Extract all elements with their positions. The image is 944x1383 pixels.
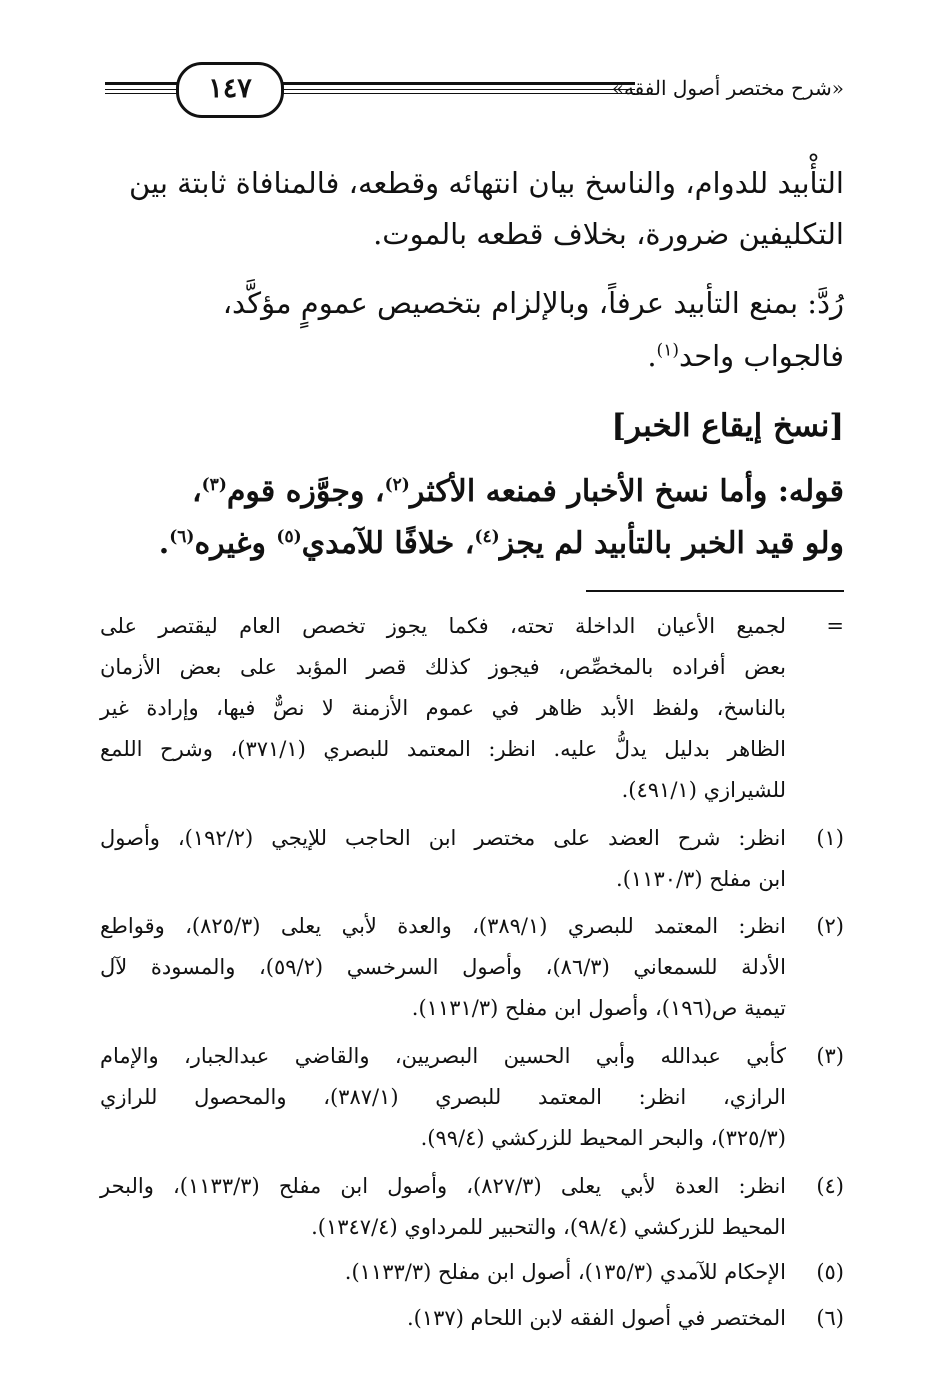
footnote-separator bbox=[586, 590, 844, 592]
footnote-marker: (١) bbox=[816, 826, 844, 850]
quote-text: ، bbox=[191, 474, 202, 509]
body-line-1: التأْبيد للدوام، والناسخ بيان انتهائه وقطعه، فالمنافاة ثابتة بين bbox=[129, 166, 844, 200]
footnote-line: بالناسخ، ولفظ الأبد ظاهر في عموم الأزمنة لا نصٌّ فيها، وإرادة غير bbox=[100, 696, 786, 720]
quote-text: ، خلافًا للآمدي bbox=[301, 526, 475, 561]
body-line-4 bbox=[100, 325, 844, 388]
quote-text: . bbox=[158, 526, 170, 561]
body-text: . bbox=[647, 339, 657, 373]
footnote-line: انظر: شرح العضد على مختصر ابن الحاجب للإيجي (١٩٢/٢)، وأصول bbox=[100, 826, 786, 850]
running-title: «شرح مختصر أصول الفقه» bbox=[611, 76, 844, 100]
footnote-line: الإحكام للآمدي (١٣٥/٣)، أصول ابن مفلح (١١٣٣/٣). bbox=[344, 1260, 786, 1284]
footnote-4 bbox=[100, 1166, 844, 1248]
footnote-ref: (٢) bbox=[384, 475, 410, 495]
footnote-ref: (٤) bbox=[474, 527, 500, 547]
quote-text: ، وجوَّزه قوم bbox=[226, 474, 385, 509]
footnote-line: الأدلة للسمعاني (٨٦/٣)، وأصول السرخسي (٥٩/٢)، والمسودة لآل bbox=[100, 955, 786, 979]
footnote-line: المختصر في أصول الفقه لابن اللحام (١٣٧). bbox=[406, 1306, 786, 1330]
quote-text: قوله: وأما نسخ الأخبار فمنعه الأكثر bbox=[409, 474, 844, 509]
footnote-continued bbox=[100, 606, 844, 811]
body-line-3: رُدَّ: بمنع التأبيد عرفاً، وبالإلزام بتخصيص عمومٍ مؤكَّد، bbox=[222, 286, 844, 320]
footnote-ref: (٥) bbox=[276, 527, 302, 547]
footnote-6 bbox=[100, 1298, 844, 1339]
footnote-ref: (١) bbox=[656, 340, 679, 361]
footnote-marker: (٦) bbox=[816, 1306, 844, 1330]
footnote-line: المحيط للزركشي (٩٨/٤)، والتحبير للمرداوي (١٣٤٧/٤). bbox=[311, 1215, 786, 1239]
footnote-line: ابن مفلح (١١٣٠/٣). bbox=[616, 867, 786, 891]
footnote-marker: = bbox=[826, 614, 844, 638]
footnote-line: انظر: العدة لأبي يعلى (٨٢٧/٣)، وأصول ابن مفلح (١١٣٣/٣)، والبحر bbox=[100, 1174, 787, 1198]
body-text: فالجواب واحد bbox=[678, 339, 844, 373]
footnote-3 bbox=[100, 1036, 844, 1159]
footnote-line: الرازي، انظر: المعتمد للبصري (٣٨٧/١)، والمحصول للرازي bbox=[100, 1085, 786, 1109]
footnote-line: لجميع الأعيان الداخلة تحته، فكما يجوز تخصص العام ليقتصر على bbox=[100, 614, 786, 638]
footnote-line: كأبي عبدالله وأبي الحسين البصريين، والقاضي عبدالجبار، والإمام bbox=[100, 1044, 786, 1068]
footnote-line: بعض أفراده بالمخصِّص، فيجوز كذلك قصر المؤبد على بعض الأزمان bbox=[100, 655, 786, 679]
footnote-marker: (٥) bbox=[816, 1260, 844, 1284]
footnote-line: الظاهر بدليل يدلُّ عليه. انظر: المعتمد للبصري (٣٧١/١)، وشرح اللمع bbox=[100, 737, 787, 761]
footnote-line: (٣٢٥/٣)، والبحر المحيط للزركشي (٩٩/٤). bbox=[420, 1126, 786, 1150]
footnote-marker: (٣) bbox=[816, 1044, 844, 1068]
quote-text: وغيره bbox=[194, 526, 277, 561]
footnote-marker: (٢) bbox=[816, 914, 844, 938]
footnote-2 bbox=[100, 906, 844, 1029]
footnote-ref: (٣) bbox=[201, 475, 227, 495]
footnote-line: تيمية ص(١٩٦)، وأصول ابن مفلح (١١٣١/٣). bbox=[411, 996, 786, 1020]
footnote-5 bbox=[100, 1252, 844, 1293]
footnote-marker: (٤) bbox=[816, 1174, 844, 1198]
quote-line-2 bbox=[100, 512, 844, 575]
section-heading: [نسخ إيقاع الخبر] bbox=[611, 408, 844, 444]
footnote-line: للشيرازي (٤٩١/١). bbox=[621, 778, 786, 802]
quote-text: ولو قيد الخبر بالتأبيد لم يجز bbox=[499, 526, 844, 561]
footnote-1 bbox=[100, 818, 844, 900]
body-line-2: التكليفين ضرورة، بخلاف قطعه بالموت. bbox=[373, 217, 844, 251]
footnote-line: انظر: المعتمد للبصري (٣٨٩/١)، والعدة لأبي يعلى (٨٢٥/٣)، وقواطع bbox=[100, 914, 787, 938]
footnote-ref: (٦) bbox=[169, 527, 195, 547]
page-number: ١٤٧ bbox=[176, 62, 284, 118]
